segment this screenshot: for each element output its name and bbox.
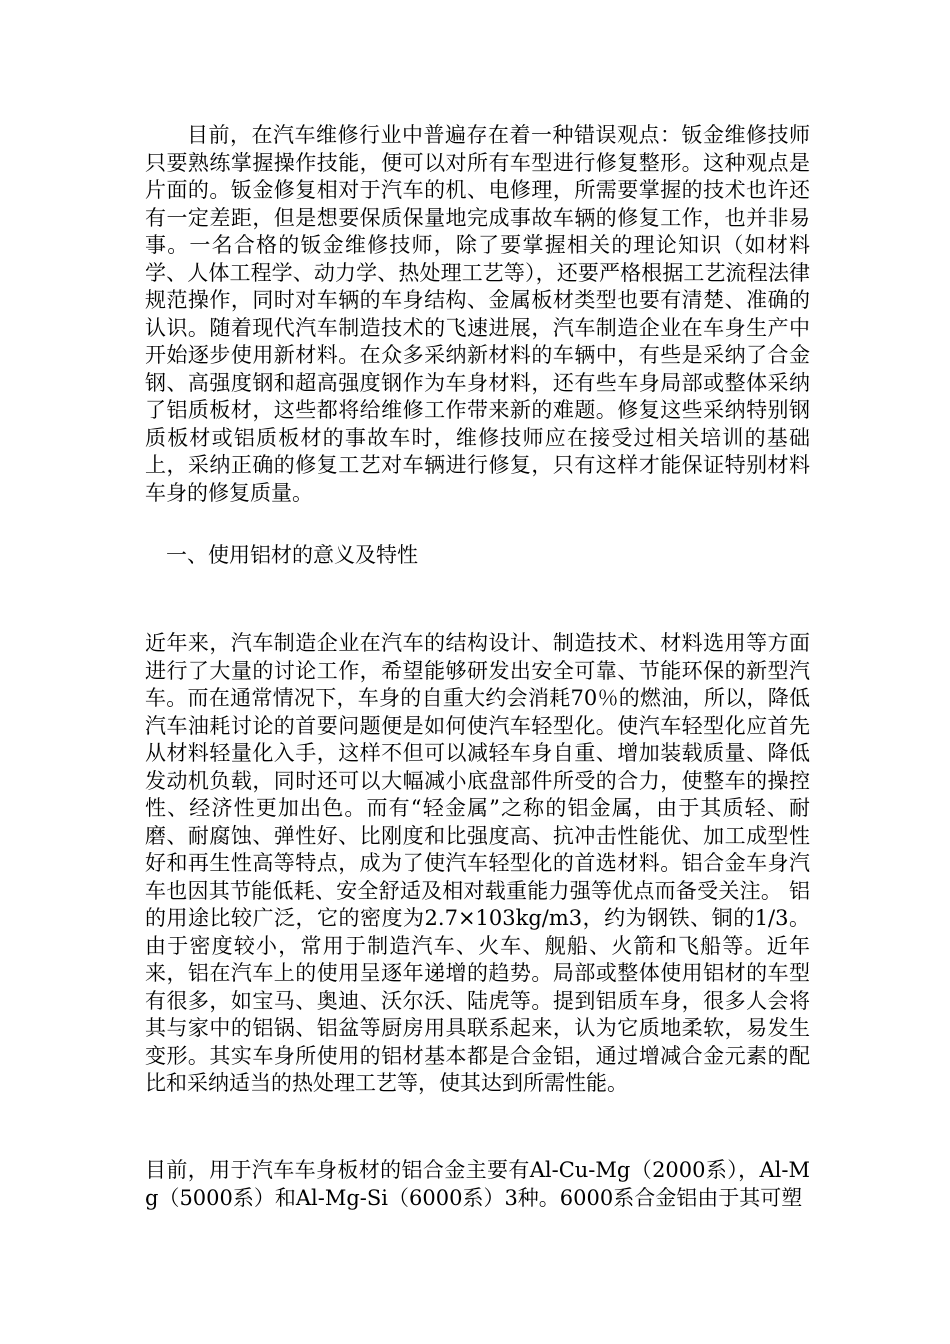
- body-paragraph-aluminum: 近年来，汽车制造企业在汽车的结构设计、制造技术、材料选用等方面进行了大量的讨论工作，希望能够研发出安全可靠、节能环保的新型汽车。而在通常情况下，车身的自重大约会消耗70％的燃油，所以，降低汽车油耗讨论的首要问题便是如何使汽车轻型化。使汽车轻型化应首先从材料轻量化入手，这样不但可以减轻车身自重、增加装载质量、降低发动机负载，同时还可以大幅减小底盘部件所受的合力，使整车的操控性、经济性更加出色。而有“轻金属”之称的铝金属，由于其质轻、耐磨、耐腐蚀、弹性好、比刚度和比强度高、抗冲击性能优、加工成型性好和再生性高等特点，成为了使汽车轻型化的首选材料。铝合金车身汽车也因其节能低耗、安全舒适及相对载重能力强等优点而备受关注。 铝的用途比较广泛，它的密度为2.7×103kg/m3，约为钢铁、铜的1/3。由于密度较小，常用于制造汽车、火车、舰船、火箭和飞船等。近年来，铝在汽车上的使用呈逐年递增的趋势。局部或整体使用铝材的车型有很多，如宝马、奥迪、沃尔沃、陆虎等。提到铝质车身，很多人会将其与家中的铝锅、铝盆等厨房用具联系起来，认为它质地柔软，易发生变形。其实车身所使用的铝材基本都是合金铝，通过增减合金元素的配比和采纳适当的热处理工艺等，使其达到所需性能。: [145, 631, 810, 1095]
- section-heading: 一、使用铝材的意义及特性: [166, 543, 418, 567]
- body-paragraph-alloys: 目前，用于汽车车身板材的铝合金主要有Al-Cu-Mg（2000系），Al-Mg（5000系）和Al-Mg-Si（6000系）3种。6000系合金铝由于其可塑: [145, 1158, 810, 1210]
- intro-paragraph: 目前，在汽车维修行业中普遍存在着一种错误观点：钣金维修技师只要熟练掌握操作技能，便可以对所有车型进行修复整形。这种观点是片面的。钣金修复相对于汽车的机、电修理，所需要掌握的技术也许还有一定差距，但是想要保质保量地完成事故车辆的修复工作，也并非易事。一名合格的钣金维修技师，除了要掌握相关的理论知识（如材料学、人体工程学、动力学、热处理工艺等），还要严格根据工艺流程法律规范操作，同时对车辆的车身结构、金属板材类型也要有清楚、准确的认识。随着现代汽车制造技术的飞速进展，汽车制造企业在车身生产中开始逐步使用新材料。在众多采纳新材料的车辆中，有些是采纳了合金钢、高强度钢和超高强度钢作为车身材料，还有些车身局部或整体采纳了铝质板材，这些都将给维修工作带来新的难题。修复这些采纳特别钢质板材或铝质板材的事故车时，维修技师应在接受过相关培训的基础上，采纳正确的修复工艺对车辆进行修复，只有这样才能保证特别材料车身的修复质量。: [145, 123, 810, 505]
